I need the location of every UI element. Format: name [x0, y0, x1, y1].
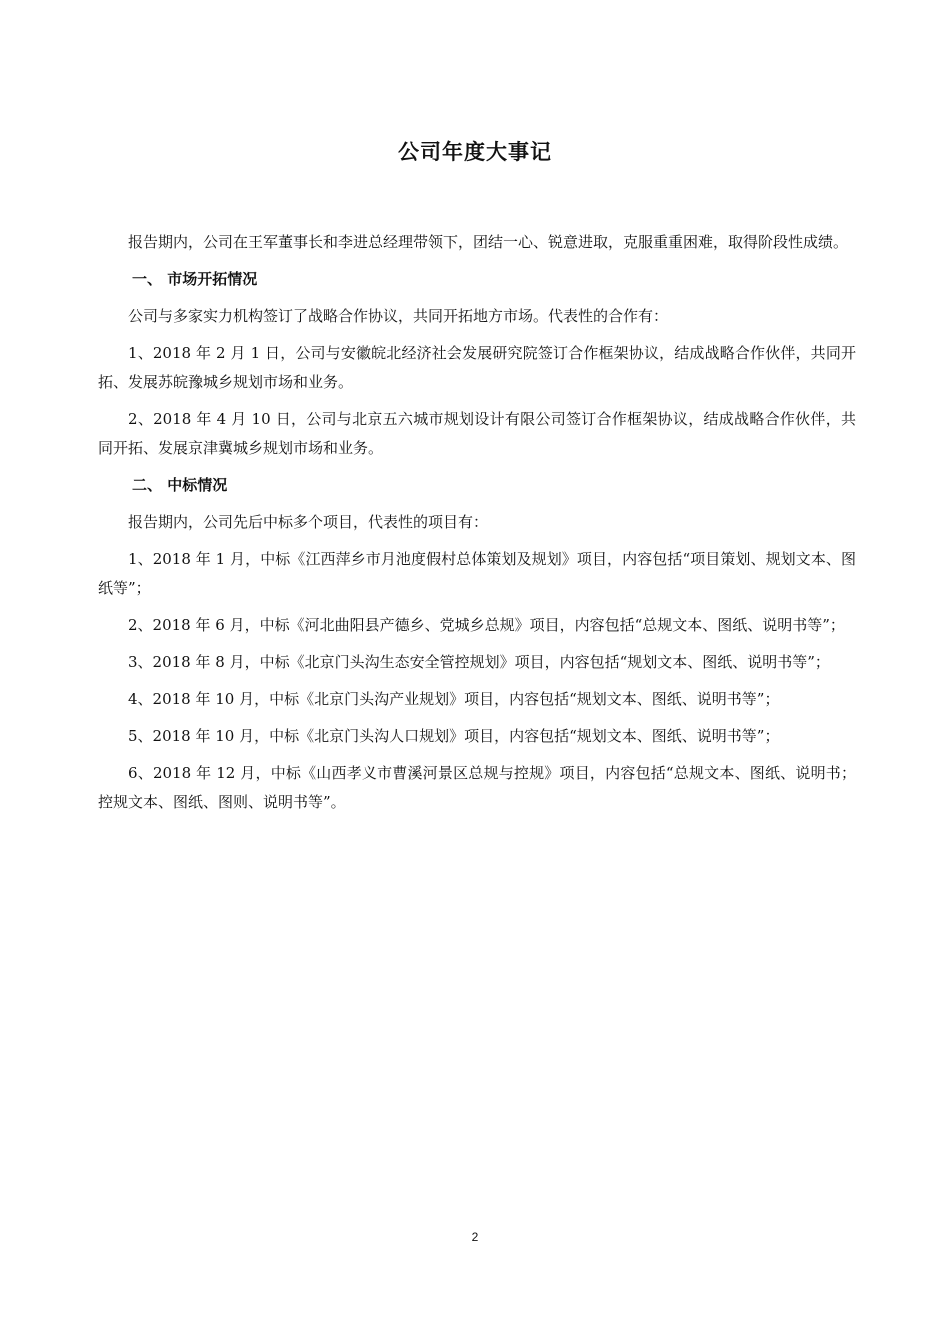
- document-body: [98, 228, 856, 825]
- bids-lead-paragraph: 报告期内，公司先后中标多个项目，代表性的项目有：: [128, 513, 489, 531]
- list-item: 1、2018 年 2 月 1 日，公司与安徽皖北经济社会发展研究院签订合作框架协议，结成战略合作伙伴，共同开拓、发展苏皖豫城乡规划市场和业务。: [98, 344, 856, 391]
- section-heading-market: 一、 市场开拓情况: [132, 270, 258, 288]
- list-item: 6、2018 年 12 月，中标《山西孝义市曹溪河景区总规与控规》项目，内容包括“总规文本、图纸、说明书；控规文本、图纸、图则、说明书等”。: [98, 764, 856, 811]
- list-item: 5、2018 年 10 月，中标《北京门头沟人口规划》项目，内容包括“规划文本、图纸、说明书等”；: [128, 727, 780, 745]
- list-item: 1、2018 年 1 月，中标《江西萍乡市月池度假村总体策划及规划》项目，内容包括“项目策划、规划文本、图纸等”；: [98, 550, 856, 597]
- document-title: 公司年度大事记: [398, 140, 552, 164]
- intro-paragraph: 报告期内，公司在王军董事长和李进总经理带领下，团结一心、锐意进取，克服重重困难，取得阶段性成绩。: [128, 233, 849, 251]
- list-item: 2、2018 年 6 月，中标《河北曲阳县产德乡、党城乡总规》项目，内容包括“总规文本、图纸、说明书等”；: [128, 616, 845, 634]
- list-item: 4、2018 年 10 月，中标《北京门头沟产业规划》项目，内容包括“规划文本、图纸、说明书等”；: [128, 690, 780, 708]
- page-number: 2: [471, 1230, 479, 1244]
- market-lead-paragraph: 公司与多家实力机构签订了战略合作协议，共同开拓地方市场。代表性的合作有：: [128, 307, 669, 325]
- list-item: 3、2018 年 8 月，中标《北京门头沟生态安全管控规划》项目，内容包括“规划文本、图纸、说明书等”；: [128, 653, 830, 671]
- section-heading-bids: 二、 中标情况: [132, 476, 228, 494]
- list-item: 2、2018 年 4 月 10 日，公司与北京五六城市规划设计有限公司签订合作框架协议，结成战略合作伙伴，共同开拓、发展京津冀城乡规划市场和业务。: [98, 410, 856, 457]
